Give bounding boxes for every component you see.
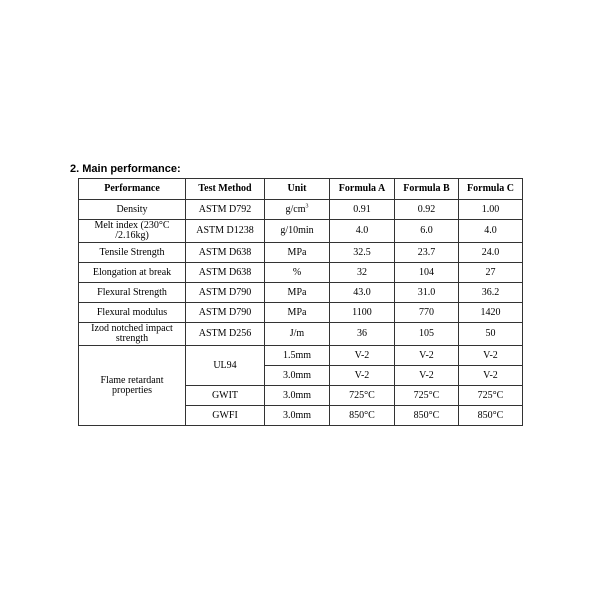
cell-formula-a: 32.5 — [330, 243, 395, 263]
table-row — [79, 200, 523, 220]
cell-formula-c: V-2 — [459, 346, 523, 366]
section-title: 2. Main performance: — [70, 163, 181, 175]
cell-formula-a: 4.0 — [330, 220, 395, 243]
cell-formula-b: 850°C — [395, 406, 459, 426]
cell-formula-b: 23.7 — [395, 243, 459, 263]
cell-formula-c: 850°C — [459, 406, 523, 426]
header-formula-c: Formula C — [459, 179, 523, 200]
cell-unit: MPa — [265, 283, 330, 303]
cell-unit: 3.0mm — [265, 386, 330, 406]
cell-formula-b: V-2 — [395, 346, 459, 366]
cell-formula-a: 32 — [330, 263, 395, 283]
cell-unit: J/m — [265, 323, 330, 346]
cell-formula-b: 105 — [395, 323, 459, 346]
cell-formula-a: 850°C — [330, 406, 395, 426]
cell-method: GWFI — [186, 406, 265, 426]
cell-formula-a: 725°C — [330, 386, 395, 406]
cell-unit: 1.5mm — [265, 346, 330, 366]
cell-formula-a: 0.91 — [330, 200, 395, 220]
cell-formula-b: 31.0 — [395, 283, 459, 303]
cell-method: ASTM D790 — [186, 283, 265, 303]
table-row — [79, 323, 523, 346]
cell-unit: 3.0mm — [265, 406, 330, 426]
table-header-row — [79, 179, 523, 200]
header-formula-a: Formula A — [330, 179, 395, 200]
cell-method-ul94: UL94 — [186, 346, 265, 386]
cell-formula-b: 725°C — [395, 386, 459, 406]
header-formula-b: Formula B — [395, 179, 459, 200]
cell-formula-b: 0.92 — [395, 200, 459, 220]
cell-unit: g/10min — [265, 220, 330, 243]
cell-performance: Elongation at break — [79, 263, 186, 283]
header-performance: Performance — [79, 179, 186, 200]
cell-formula-b: 6.0 — [395, 220, 459, 243]
cell-formula-c: V-2 — [459, 366, 523, 386]
cell-formula-c: 725°C — [459, 386, 523, 406]
cell-unit: 3.0mm — [265, 366, 330, 386]
table-row — [79, 346, 523, 366]
cell-formula-a: 36 — [330, 323, 395, 346]
cell-method: GWIT — [186, 386, 265, 406]
cell-method: ASTM D638 — [186, 243, 265, 263]
header-test-method: Test Method — [186, 179, 265, 200]
cell-formula-a: V-2 — [330, 366, 395, 386]
cell-unit — [265, 200, 330, 220]
table-row — [79, 243, 523, 263]
cell-formula-c: 4.0 — [459, 220, 523, 243]
cell-formula-a: 1100 — [330, 303, 395, 323]
cell-formula-c: 24.0 — [459, 243, 523, 263]
header-unit: Unit — [265, 179, 330, 200]
cell-formula-b: 104 — [395, 263, 459, 283]
cell-performance: Tensile Strength — [79, 243, 186, 263]
cell-performance: Flexural Strength — [79, 283, 186, 303]
cell-formula-c: 1420 — [459, 303, 523, 323]
cell-formula-c: 50 — [459, 323, 523, 346]
cell-formula-a: V-2 — [330, 346, 395, 366]
unit-superscript: 3 — [305, 203, 309, 210]
cell-method: ASTM D1238 — [186, 220, 265, 243]
table-row — [79, 283, 523, 303]
performance-table — [78, 178, 523, 426]
cell-unit: MPa — [265, 243, 330, 263]
cell-formula-a: 43.0 — [330, 283, 395, 303]
cell-performance: Melt index (230°C /2.16kg) — [79, 220, 186, 243]
cell-performance: Izod notched impact strength — [79, 323, 186, 346]
table-row — [79, 303, 523, 323]
table-row — [79, 263, 523, 283]
cell-unit: MPa — [265, 303, 330, 323]
cell-formula-c: 1.00 — [459, 200, 523, 220]
cell-method: ASTM D790 — [186, 303, 265, 323]
cell-performance: Density — [79, 200, 186, 220]
cell-flame-performance: Flame retardant properties — [79, 346, 186, 426]
cell-method: ASTM D638 — [186, 263, 265, 283]
cell-unit: % — [265, 263, 330, 283]
table-row — [79, 220, 523, 243]
cell-formula-b: 770 — [395, 303, 459, 323]
cell-performance: Flexural modulus — [79, 303, 186, 323]
cell-formula-c: 27 — [459, 263, 523, 283]
unit-text: g/cm — [285, 203, 306, 215]
cell-formula-c: 36.2 — [459, 283, 523, 303]
cell-method: ASTM D256 — [186, 323, 265, 346]
cell-formula-b: V-2 — [395, 366, 459, 386]
cell-method: ASTM D792 — [186, 200, 265, 220]
